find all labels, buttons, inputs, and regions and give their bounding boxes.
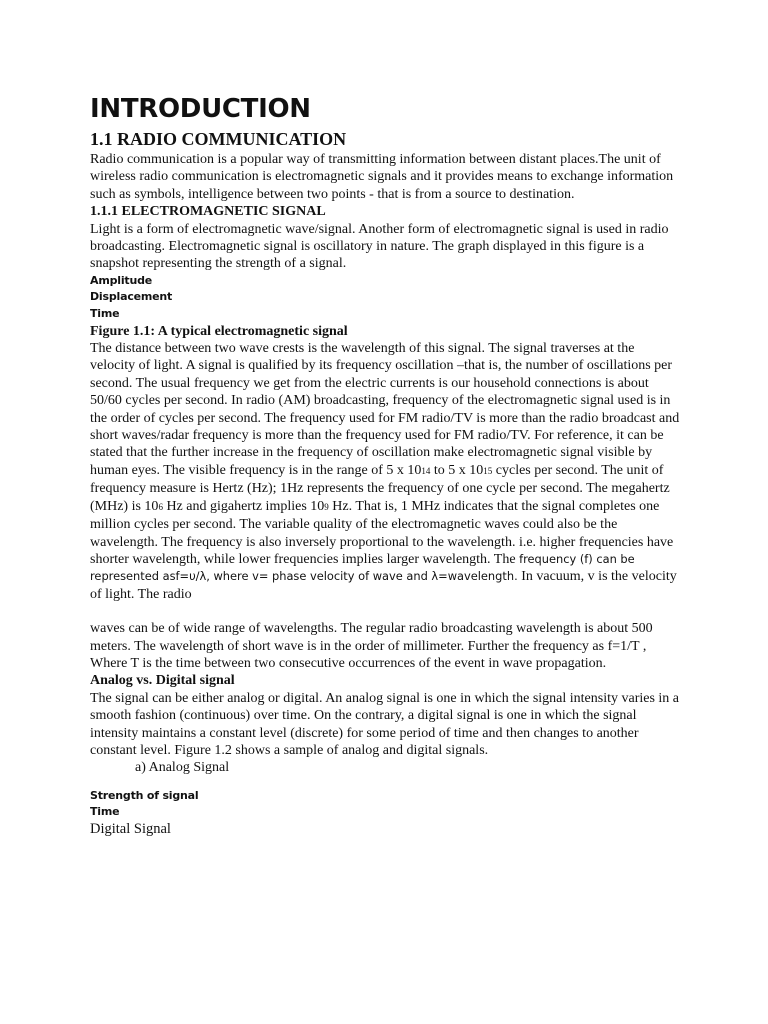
paragraph-wavelength-frequency [90, 340, 682, 603]
text-run: Hz. That is, 1 MHz indicates that the signal completes one million cycles per second. The variable quality of the electromagnetic waves could also be the wavelength. The frequency is also inversely proportional to the wavelength. i.e. higher frequencies have shorter wavelength, while lower frequencies implies larger wavelength. The [90, 498, 674, 567]
figure-label-amplitude: Amplitude [90, 273, 153, 287]
document-page [90, 90, 682, 838]
subscript-exponent: 15 [483, 465, 493, 476]
subscript-exponent: 14 [421, 465, 431, 476]
figure-label-digital-signal: Digital Signal [90, 820, 171, 837]
section-heading-analog-digital: Analog vs. Digital signal [90, 673, 235, 689]
paragraph-wavelength-range: waves can be of wide range of wavelengths. The regular radio broadcasting wavelength is about 500 meters. The wavelength of short wave is in the order of millimeter. Further the frequency as f=1/T , Where T is the time between two consecutive occurrences of the event in wave propagation. [90, 621, 653, 671]
figure-label-time-2: Time [90, 805, 120, 819]
figure-label-displacement: Displacement [90, 290, 173, 304]
text-run: Hz and gigahertz implies 10 [162, 498, 325, 514]
paragraph-electromagnetic-signal: Light is a form of electromagnetic wave/signal. Another form of electromagnetic signal is used in radio broadcasting. Electromagnetic signal is oscillatory in nature. The graph displayed in this figure is a snapshot representing the strength of a signal. [90, 221, 669, 272]
document-title: INTRODUCTION [90, 94, 311, 124]
text-run: In vacuum, v is the velocity of light. The radio [90, 569, 677, 602]
figure-label-analog-signal: a) Analog Signal [135, 760, 230, 776]
paragraph-gap [90, 777, 682, 788]
text-run: to 5 x 10 [430, 462, 484, 478]
figure-label-strength-of-signal: Strength of signal [90, 788, 199, 802]
text-run: The distance between two wave crests is the wavelength of this signal. The signal traverses at the velocity of light. A signal is qualified by its frequency oscillation –that is, the number of oscillations per second. The usual frequency we get from the electric currents is our household connections is about 50/60 cycles per second. In radio (AM) broadcasting, frequency of the electromagnetic signal used is in the order of cycles per second. The frequency used for FM radio/TV is more than the radio broadcast and short waves/radar frequency is more than the frequency used for FM radio/TV. For reference, it can be stated that the further increase in the frequency of oscillation make electromagnetic signal visible by human eyes. The visible frequency is in the range of 5 x 10 [90, 341, 680, 478]
section-heading-electromagnetic-signal: 1.1.1 ELECTROMAGNETIC SIGNAL [90, 204, 326, 220]
section-heading-radio-communication: 1.1 RADIO COMMUNICATION [90, 129, 347, 149]
figure-label-time: Time [90, 307, 120, 321]
subscript-exponent: 9 [324, 501, 329, 512]
paragraph-radio-communication: Radio communication is a popular way of transmitting information between distant places.The unit of wireless radio communication is electromagnetic signals and it provides means to exchange information such as symbols, intelligence between two points - that is from a source to destination. [90, 152, 674, 202]
paragraph-analog-digital: The signal can be either analog or digital. An analog signal is one in which the signal intensity varies in a smooth fashion (continuous) over time. On the contrary, a digital signal is one in which the signal intensity maintains a constant level (discrete) for some period of time and then changes to another constant level. Figure 1.2 shows a sample of analog and digital signals. [90, 690, 680, 758]
paragraph-gap [90, 603, 682, 620]
text-run: cycles per second. The unit of frequency measure is Hertz (Hz); 1Hz represents the frequency of one cycle per second. The megahertz (MHz) is 10 [90, 462, 670, 514]
figure-caption-1-1: Figure 1.1: A typical electromagnetic signal [90, 323, 348, 339]
subscript-exponent: 6 [158, 501, 163, 512]
formula-text: frequency (f) can be represented asf=υ/λ, where v= phase velocity of wave and λ=wavelength. [90, 551, 635, 584]
